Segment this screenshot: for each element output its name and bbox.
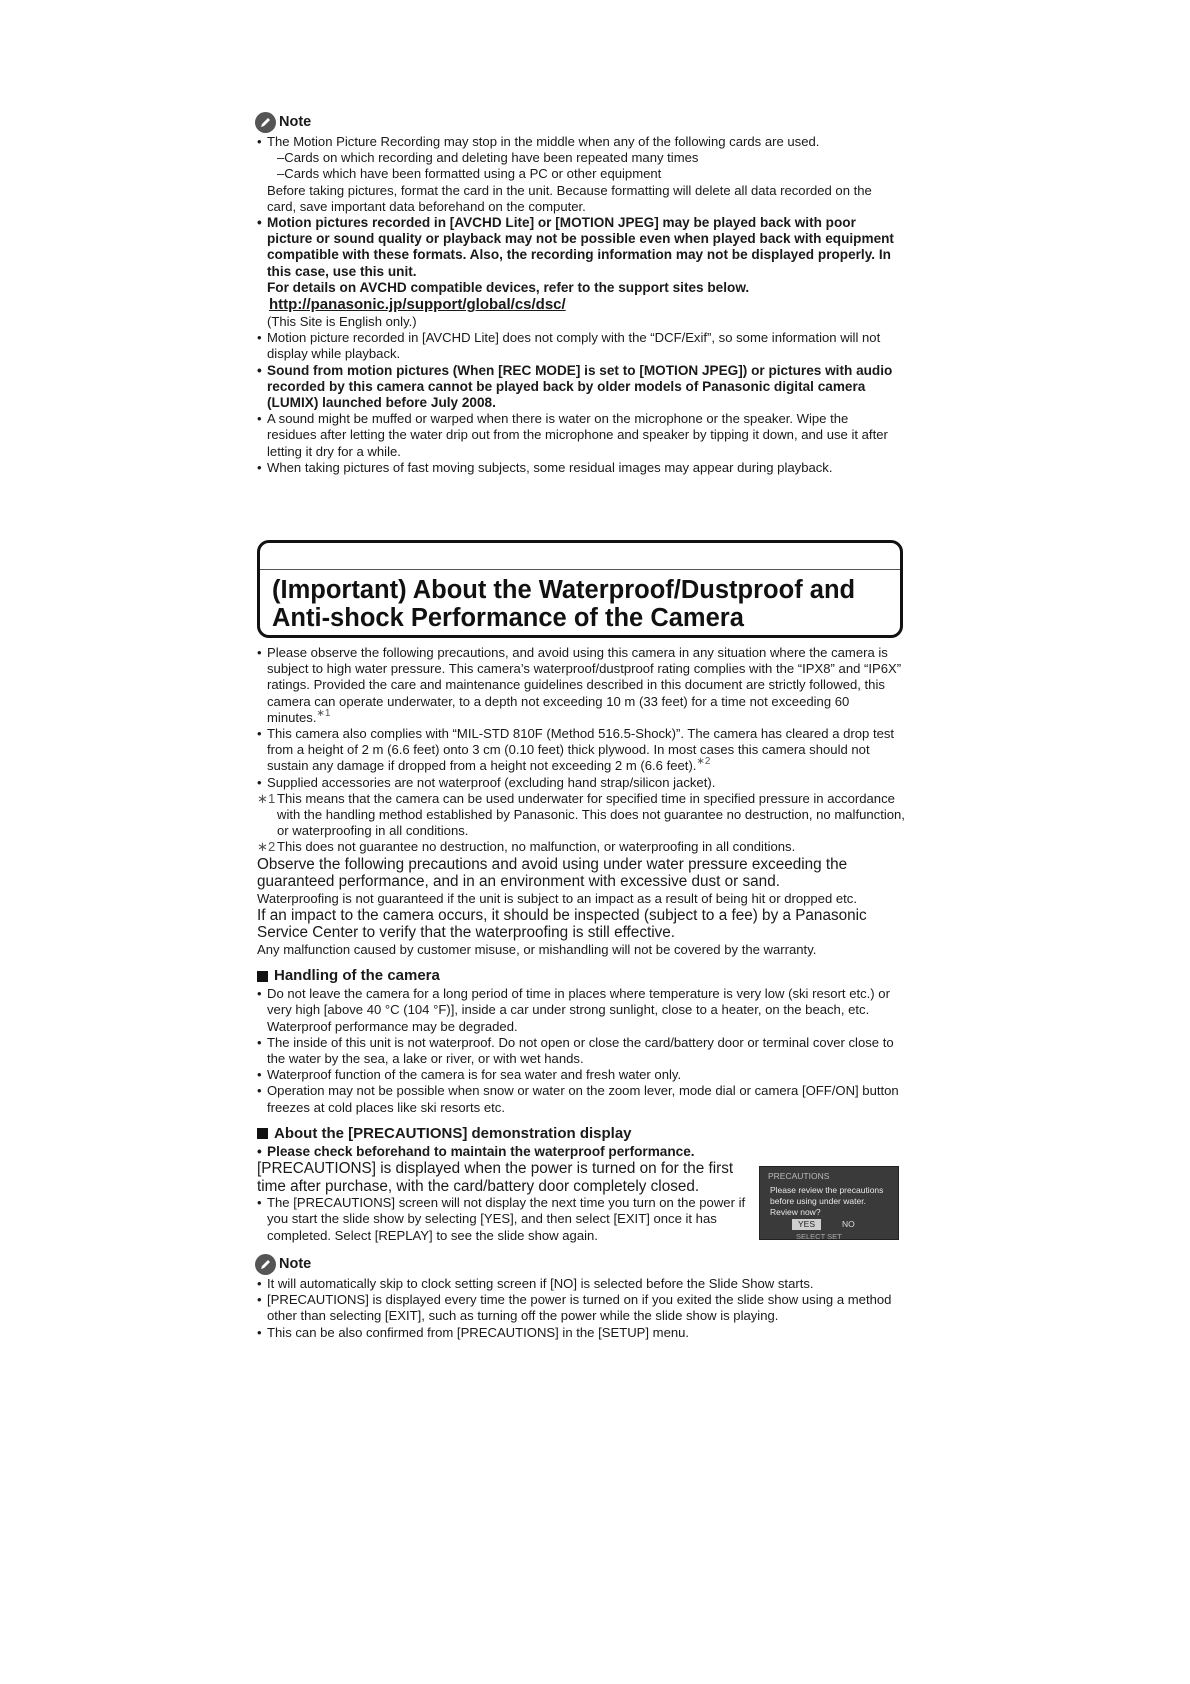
list-item — [257, 1067, 905, 1083]
list-item — [257, 215, 899, 280]
support-link[interactable]: http://panasonic.jp/support/global/cs/dsc/ — [269, 296, 566, 314]
list-item — [257, 1035, 905, 1067]
list-item — [257, 1325, 905, 1341]
footnote-ref: ∗1 — [316, 707, 331, 719]
handling-heading — [257, 968, 905, 984]
note-block-top — [257, 112, 899, 476]
item-text: Please observe the following precautions, and avoid using this camera in any situation where the camera is subject to high water pressure. This camera’s waterproof/dustproof rating complies with the “IPX8” and “IP6X” ratings. Provided the care and maintenance guidelines described in this document are strictly followed, this camera can operate underwater, to a depth not exceeding 10 m (33 feet) for a time not exceeding 60 minutes. — [267, 645, 902, 725]
footnote-text: This means that the camera can be used underwater for specified time in specified pressure in accordance with the handling method established by Panasonic. This does not guarantee no destruction, no malfunction, or waterproofing in all conditions. — [277, 790, 905, 839]
item-text: Supplied accessories are not waterproof (excluding hand strap/silicon jacket). — [267, 774, 716, 790]
screen-no-option: NO — [842, 1219, 855, 1230]
list-item — [257, 330, 899, 362]
sub-item: –Cards which have been formatted using a PC or other equipment — [277, 166, 662, 182]
note-item-text: Motion pictures recorded in [AVCHD Lite] or [MOTION JPEG] may be played back with poor picture or sound quality or playback may not be possible even when played back with equipment compatible with these formats. Also, the recording information may not be displayed properly. In this case, use this unit. — [267, 215, 894, 279]
item-text: Please check beforehand to maintain the waterproof performance. — [267, 1144, 695, 1160]
note-list — [257, 215, 899, 280]
note-list — [257, 1276, 905, 1341]
list-item — [257, 645, 905, 726]
item-text: Waterproof function of the camera is for sea water and fresh water only. — [267, 1067, 682, 1083]
footnote-text: This does not guarantee no destruction, no malfunction, or waterproofing in all conditions. — [277, 839, 796, 855]
precaution-list — [257, 645, 905, 791]
list-item — [257, 134, 899, 183]
screen-yes-option: YES — [792, 1219, 821, 1230]
item-text: The inside of this unit is not waterproof. Do not open or close the card/battery door or terminal cover close to the water by the sea, a lake or river, or with wet hands. — [267, 1034, 894, 1067]
precautions-list — [257, 1195, 747, 1244]
item-text: This camera also complies with “MIL-STD 810F (Method 516.5-Shock)”. The camera has cleared a drop test from a height of 2 m (6.6 feet) onto 3 cm (0.10 feet) thick plywood. In most cases this camera should not sustain any damage if dropped from a height not exceeding 2 m (6.6 feet). — [267, 726, 895, 774]
item-text: Operation may not be possible when snow or water on the zoom lever, mode dial or camera [OFF/ON] button freezes at cold places like ski resorts etc. — [267, 1083, 899, 1115]
note-heading — [255, 1254, 905, 1275]
item-text: The [PRECAUTIONS] screen will not display the next time you turn on the power if you start the slide show by selecting [YES], and then select [EXIT] once it has completed. Select [REPLAY] to see the slide show again. — [267, 1195, 746, 1243]
list-item — [257, 460, 899, 476]
footnote — [257, 791, 905, 840]
waterproof-section — [257, 645, 905, 1341]
list-item — [257, 363, 899, 412]
footnote-mark: ∗2 — [257, 839, 276, 855]
heading-divider — [260, 569, 900, 570]
note-list — [257, 134, 899, 183]
list-item — [257, 411, 899, 460]
footnote-ref: ∗2 — [696, 756, 711, 768]
square-bullet-icon — [257, 971, 268, 982]
note-item-text: A sound might be muffed or warped when there is water on the microphone or the speaker. Wipe the residues after letting the water drip out from the microphone and speaker by tipping it down, and use it after letting it dry for a while. — [267, 411, 888, 459]
list-item — [257, 1276, 905, 1292]
precautions-screen-image — [759, 1166, 899, 1240]
section-title-line: (Important) About the Waterproof/Dustproof and — [272, 576, 856, 604]
list-item — [257, 1144, 747, 1160]
paragraph: [PRECAUTIONS] is displayed when the power is turned on for the first time after purchase, with the card/battery door completely closed. — [257, 1160, 734, 1195]
note-continuation: For details on AVCHD compatible devices, refer to the support sites below. — [267, 279, 750, 295]
list-item — [257, 1083, 905, 1115]
precautions-text — [257, 1144, 747, 1244]
section-heading-box — [257, 540, 903, 638]
paragraph: Waterproofing is not guaranteed if the unit is subject to an impact as a result of being hit or dropped etc. — [257, 890, 857, 906]
note-item-text: When taking pictures of fast moving subjects, some residual images may appear during playback. — [267, 459, 833, 475]
pencil-icon — [255, 112, 276, 133]
precautions-body — [257, 1144, 905, 1244]
list-item — [257, 775, 905, 791]
pencil-icon — [255, 1254, 276, 1275]
precautions-heading — [257, 1126, 905, 1142]
footnote-mark: ∗1 — [257, 790, 276, 806]
note-heading-text: Note — [279, 1256, 312, 1273]
note-list — [257, 330, 899, 476]
item-text: Do not leave the camera for a long period of time in places where temperature is very low (ski resort etc.) or very high [above 40 °C (104 °F)], inside a car under strong sunlight, close to a heater, on the beach, etc. Waterproof performance may be degraded. — [267, 986, 890, 1034]
paragraph: Any malfunction caused by customer misuse, or mishandling will not be covered by the warranty. — [257, 941, 817, 957]
screen-message-line: before using under water. — [770, 1196, 866, 1207]
sub-list — [267, 150, 899, 182]
section-title-line: Anti-shock Performance of the Camera — [272, 604, 744, 632]
item-text: [PRECAUTIONS] is displayed every time the power is turned on if you exited the slide show using a method other than selecting [EXIT], such as turning off the power while the slide show is playing. — [267, 1292, 892, 1324]
screen-footer: SELECT SET — [796, 1232, 842, 1242]
sub-item: –Cards on which recording and deleting have been repeated many times — [277, 150, 699, 166]
list-item — [257, 1195, 747, 1244]
paragraph: Observe the following precautions and avoid using under water pressure exceeding the guaranteed performance, and in an environment with excessive dust or sand. — [257, 855, 848, 891]
screen-message — [770, 1185, 883, 1218]
note-continuation: Before taking pictures, format the card in the unit. Because formatting will delete all data recorded on the card, save important data beforehand on the computer. — [267, 182, 872, 214]
footnote — [257, 839, 905, 855]
note-heading — [255, 112, 899, 133]
handling-list — [257, 986, 905, 1116]
note-heading-text: Note — [279, 114, 312, 131]
note-item-text: Sound from motion pictures (When [REC MODE] is set to [MOTION JPEG]) or pictures with audio recorded by this camera cannot be played back by older models of Panasonic digital camera (LUMIX) launched before July 2008. — [267, 362, 893, 411]
precautions-list — [257, 1144, 747, 1160]
note-item-text: Motion picture recorded in [AVCHD Lite] does not comply with the “DCF/Exif”, so some information will not display while playback. — [267, 330, 881, 362]
note-continuation: (This Site is English only.) — [267, 314, 417, 330]
screen-message-line: Please review the precautions — [770, 1185, 884, 1196]
list-item — [257, 986, 905, 1035]
handling-heading-text: Handling of the camera — [274, 967, 440, 985]
item-text: This can be also confirmed from [PRECAUTIONS] in the [SETUP] menu. — [267, 1324, 690, 1340]
screen-title: PRECAUTIONS — [768, 1171, 830, 1182]
list-item — [257, 726, 905, 775]
paragraph: If an impact to the camera occurs, it should be inspected (subject to a fee) by a Panasonic Service Center to verify that the waterproofing is still effective. — [257, 906, 867, 942]
item-text: It will automatically skip to clock setting screen if [NO] is selected before the Slide Show starts. — [267, 1275, 814, 1291]
screen-message-line: Review now? — [770, 1207, 821, 1218]
list-item — [257, 1292, 905, 1324]
square-bullet-icon — [257, 1128, 268, 1139]
section-title — [272, 576, 855, 632]
note-item-text: The Motion Picture Recording may stop in the middle when any of the following cards are used. — [267, 134, 820, 149]
precautions-heading-text: About the [PRECAUTIONS] demonstration display — [274, 1124, 632, 1142]
